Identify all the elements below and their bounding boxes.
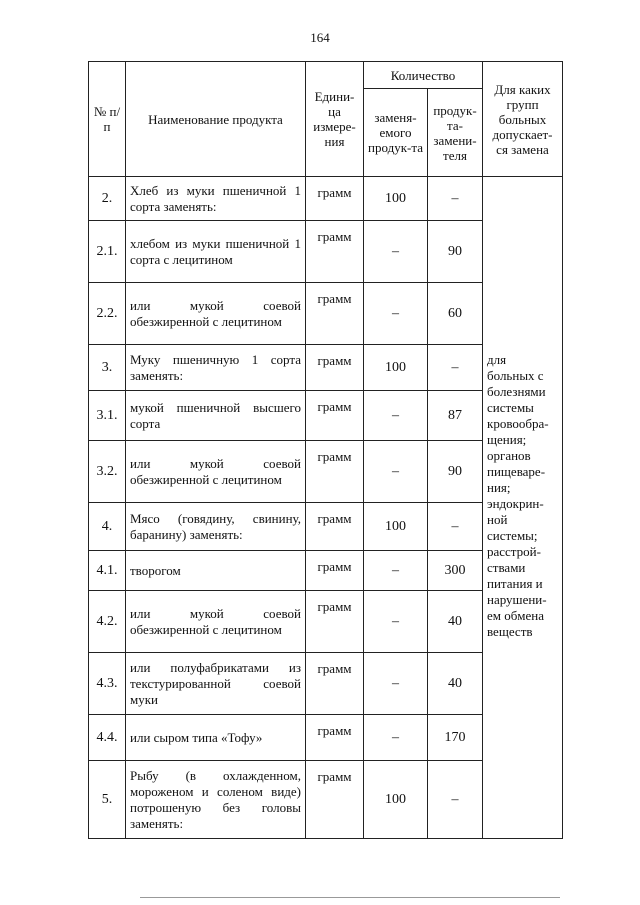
replacement-amount: 40: [428, 591, 483, 653]
row-number: 2.1.: [89, 221, 126, 283]
unit: грамм: [306, 391, 364, 441]
replacement-amount: 90: [428, 221, 483, 283]
product-name: творогом: [126, 551, 306, 591]
patient-groups-line: эндокрин-: [487, 496, 544, 511]
product-name: хлебом из муки пшеничной 1 сорта с лецитином: [126, 221, 306, 283]
patient-groups-line: нарушени-: [487, 592, 547, 607]
patient-groups-line: питания и: [487, 576, 543, 591]
unit: грамм: [306, 653, 364, 715]
replacement-amount: 170: [428, 715, 483, 761]
replacement-amount: 87: [428, 391, 483, 441]
product-name: или сыром типа «Тофу»: [126, 715, 306, 761]
unit: грамм: [306, 221, 364, 283]
substitution-table: [88, 61, 563, 839]
row-number: 4.2.: [89, 591, 126, 653]
product-name: Мясо (говядину, свинину, баранину) заменять:: [126, 503, 306, 551]
replaced-amount: –: [364, 221, 428, 283]
product-name: или мукой соевой обезжиренной с лецитином: [126, 283, 306, 345]
replaced-amount: –: [364, 591, 428, 653]
row-number: 3.: [89, 345, 126, 391]
patient-groups: [483, 177, 563, 839]
patient-groups-line: пищеваре-: [487, 464, 546, 479]
replacement-amount: –: [428, 503, 483, 551]
table-body: [89, 177, 563, 839]
patient-groups-line: больных с: [487, 368, 544, 383]
unit: грамм: [306, 761, 364, 839]
header-q-replacement: продук-та-замени-теля: [428, 89, 483, 177]
replacement-amount: –: [428, 345, 483, 391]
patient-groups-line: ем обмена: [487, 608, 544, 623]
product-name: Муку пшеничную 1 сорта заменять:: [126, 345, 306, 391]
patient-groups-line: системы;: [487, 528, 538, 543]
replaced-amount: 100: [364, 503, 428, 551]
replaced-amount: 100: [364, 761, 428, 839]
footer-rule: [140, 897, 560, 898]
patient-groups-line: ной: [487, 512, 508, 527]
replacement-amount: 300: [428, 551, 483, 591]
patient-groups-line: кровообра-: [487, 416, 549, 431]
replacement-amount: –: [428, 761, 483, 839]
replaced-amount: –: [364, 391, 428, 441]
patient-groups-line: органов: [487, 448, 531, 463]
product-name: мукой пшеничной высшего сорта: [126, 391, 306, 441]
replacement-amount: 60: [428, 283, 483, 345]
replacement-amount: 90: [428, 441, 483, 503]
patient-groups-line: веществ: [487, 624, 533, 639]
product-name: Рыбу (в охлажденном, мороженом и соленом виде) потрошеную без головы заменять:: [126, 761, 306, 839]
row-number: 4.3.: [89, 653, 126, 715]
header-groups: Для каких групп больных допускает-ся замена: [483, 62, 563, 177]
header-quantity: Количество: [364, 62, 483, 89]
replaced-amount: –: [364, 653, 428, 715]
product-name: или полуфабрикатами из текстурированной соевой муки: [126, 653, 306, 715]
replaced-amount: –: [364, 441, 428, 503]
replaced-amount: –: [364, 715, 428, 761]
table-row: [89, 177, 563, 221]
product-name: или мукой соевой обезжиренной с лецитином: [126, 441, 306, 503]
header-name: Наименование продукта: [126, 62, 306, 177]
unit: грамм: [306, 283, 364, 345]
patient-groups-line: щения;: [487, 432, 527, 447]
unit: грамм: [306, 441, 364, 503]
row-number: 3.2.: [89, 441, 126, 503]
replaced-amount: –: [364, 551, 428, 591]
replaced-amount: –: [364, 283, 428, 345]
unit: грамм: [306, 177, 364, 221]
row-number: 4.: [89, 503, 126, 551]
page-number: 164: [310, 30, 330, 45]
patient-groups-line: для: [487, 352, 507, 367]
row-number: 5.: [89, 761, 126, 839]
header-num: № п/п: [89, 62, 126, 177]
unit: грамм: [306, 503, 364, 551]
replacement-amount: –: [428, 177, 483, 221]
row-number: 2.2.: [89, 283, 126, 345]
unit: грамм: [306, 551, 364, 591]
replacement-amount: 40: [428, 653, 483, 715]
patient-groups-line: болезнями: [487, 384, 546, 399]
patient-groups-line: системы: [487, 400, 534, 415]
patient-groups-line: ния;: [487, 480, 511, 495]
replaced-amount: 100: [364, 177, 428, 221]
product-name: или мукой соевой обезжиренной с лецитином: [126, 591, 306, 653]
row-number: 3.1.: [89, 391, 126, 441]
row-number: 4.4.: [89, 715, 126, 761]
row-number: 4.1.: [89, 551, 126, 591]
unit: грамм: [306, 591, 364, 653]
unit: грамм: [306, 715, 364, 761]
row-number: 2.: [89, 177, 126, 221]
patient-groups-line: ствами: [487, 560, 526, 575]
unit: грамм: [306, 345, 364, 391]
replaced-amount: 100: [364, 345, 428, 391]
patient-groups-line: расстрой-: [487, 544, 541, 559]
header-unit: Едини-ца измере-ния: [306, 62, 364, 177]
header-q-replaced: заменя-емого продук-та: [364, 89, 428, 177]
product-name: Хлеб из муки пшеничной 1 сорта заменять:: [126, 177, 306, 221]
